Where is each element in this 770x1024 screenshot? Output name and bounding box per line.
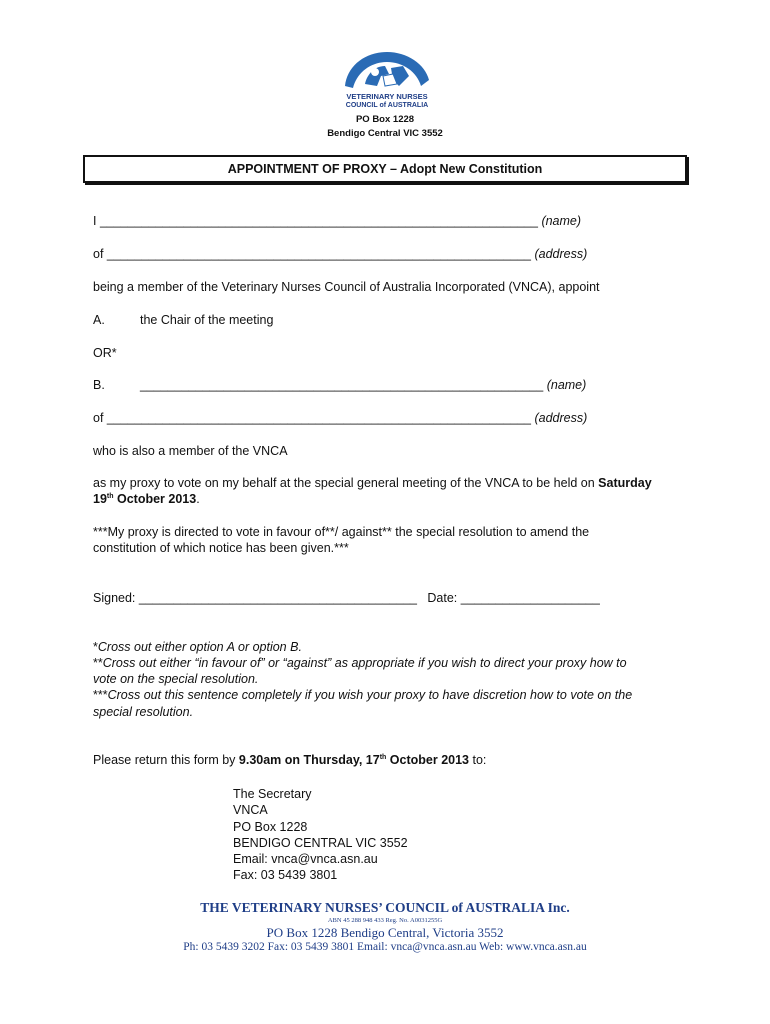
- name-hint: (name): [541, 214, 582, 228]
- recipient-fax: Fax: 03 5439 3801: [233, 868, 338, 883]
- proxy-text: as my proxy to vote on my behalf at the special general meeting of the VNCA to be held on: [93, 476, 595, 490]
- note-2: [93, 656, 627, 670]
- option-b[interactable]: [93, 378, 587, 392]
- header-city: Bendigo Central VIC 3552: [327, 128, 443, 139]
- signature-blank[interactable]: ________________________________________: [138, 591, 417, 605]
- proxy-address-hint: (address): [534, 411, 588, 425]
- note-3-cont: special resolution.: [93, 705, 194, 719]
- vnca-logo: [337, 46, 437, 110]
- signed-label: Signed:: [93, 591, 136, 605]
- option-a[interactable]: [93, 313, 274, 327]
- meeting-day: Saturday: [598, 476, 652, 490]
- recipient-block: [233, 786, 408, 884]
- note-1-text: Cross out either option A or option B.: [97, 640, 302, 654]
- option-a-letter: A.: [93, 313, 105, 327]
- proxy-statement-line1: [93, 476, 652, 490]
- svg-text:COUNCIL of AUSTRALIA: COUNCIL of AUSTRALIA: [345, 102, 429, 109]
- recipient-org: VNCA: [233, 803, 268, 818]
- name-blank[interactable]: _______________________________________________________________: [99, 214, 538, 228]
- signature-row[interactable]: [93, 591, 600, 605]
- logo-emblem-icon: [337, 46, 437, 110]
- return-prefix: Please return this form by: [93, 753, 236, 767]
- proxy-address-line[interactable]: [93, 411, 587, 425]
- note-3-text: Cross out this sentence completely if you wish your proxy to have discretion how to vote on the: [107, 688, 633, 702]
- recipient-email[interactable]: Email: vnca@vnca.asn.au: [233, 852, 378, 867]
- header-po-box: PO Box 1228: [355, 114, 415, 125]
- label-of: of: [93, 247, 104, 261]
- footer-address: PO Box 1228 Bendigo Central, Victoria 3552: [266, 925, 504, 940]
- footer-contact: Ph: 03 5439 3202 Fax: 03 5439 3801 Email: vnca@vnca.asn.au Web: www.vnca.asn.au: [183, 941, 587, 953]
- member-statement: being a member of the Veterinary Nurses Council of Australia Incorporated (VNCA), appoint: [93, 280, 600, 294]
- address-hint: (address): [534, 247, 588, 261]
- form-title: APPOINTMENT OF PROXY – Adopt New Constitution: [83, 155, 687, 183]
- also-member-text: who is also a member of the VNCA: [93, 444, 288, 458]
- option-a-text: the Chair of the meeting: [140, 313, 274, 327]
- return-deadline-month: October 2013: [389, 753, 470, 767]
- label-i: I: [93, 214, 97, 228]
- return-instruction: [93, 753, 486, 767]
- footer-registration: ABN 45 288 948 433 Reg. No. A0031255G: [327, 917, 443, 924]
- recipient-po-box: PO Box 1228: [233, 819, 308, 834]
- directed-line2: constitution of which notice has been given.***: [93, 541, 349, 555]
- option-b-letter: B.: [93, 378, 105, 392]
- note-1: [93, 640, 302, 654]
- recipient-title: The Secretary: [233, 787, 312, 801]
- meeting-date-period: .: [196, 492, 200, 506]
- svg-text:VETERINARY NURSES: VETERINARY NURSES: [346, 92, 428, 101]
- directed-line1: ***My proxy is directed to vote in favour of**/ against** the special resolution to amend the: [93, 525, 590, 539]
- name-line[interactable]: [93, 214, 581, 228]
- proxy-address-blank[interactable]: _____________________________________________________________: [106, 411, 531, 425]
- note-2-cont: vote on the special resolution.: [93, 672, 259, 686]
- or-text: OR*: [93, 346, 117, 360]
- recipient-city: BENDIGO CENTRAL VIC 3552: [233, 835, 408, 850]
- note-2-marker: **: [93, 656, 103, 670]
- return-deadline: 9.30am on Thursday, 17: [238, 753, 380, 767]
- note-1-marker: *: [93, 640, 98, 654]
- footer-org-name: THE VETERINARY NURSES’ COUNCIL of AUSTRALIA Inc.: [200, 900, 570, 915]
- return-suffix: to:: [472, 753, 487, 767]
- address-blank[interactable]: _____________________________________________________________: [106, 247, 531, 261]
- option-b-name-hint: (name): [546, 378, 587, 392]
- return-deadline-sup: th: [379, 753, 387, 761]
- meeting-date-month: October 2013: [117, 492, 197, 506]
- meeting-date-sup: th: [106, 492, 114, 500]
- option-b-name-blank[interactable]: __________________________________________________________: [140, 378, 544, 392]
- meeting-date-day: 19: [93, 492, 107, 506]
- note-2-text: Cross out either “in favour of” or “against” as appropriate if you wish to direct your proxy how to: [102, 656, 627, 670]
- date-blank[interactable]: ____________________: [460, 591, 600, 605]
- address-line[interactable]: [93, 247, 587, 261]
- date-label: Date:: [427, 591, 458, 605]
- proxy-statement-line2: [93, 492, 200, 506]
- label-of-2: of: [93, 411, 104, 425]
- note-3-marker: ***: [93, 688, 108, 702]
- note-3: [93, 688, 632, 702]
